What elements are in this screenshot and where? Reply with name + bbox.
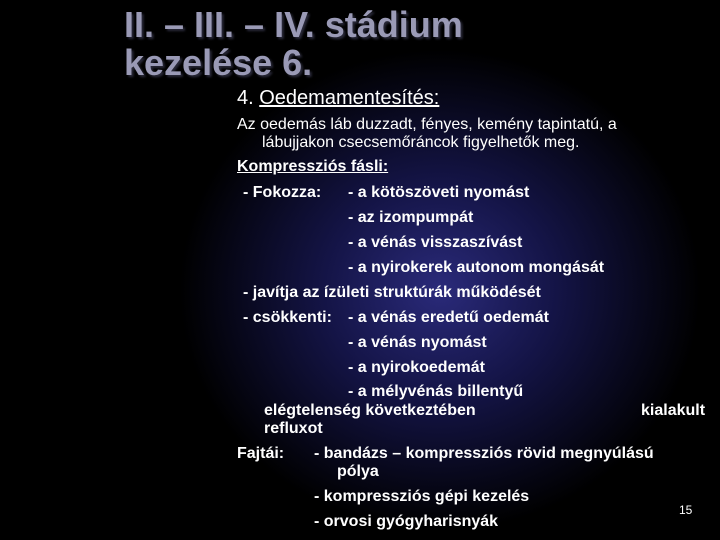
types-item-1-continuation: pólya xyxy=(337,463,379,480)
increases-item-4: - a nyirokerek autonom mongását xyxy=(348,259,605,276)
subheading xyxy=(237,86,439,110)
increases-item-3: - a vénás visszaszívást xyxy=(348,234,523,251)
reduces-continuation-line-2: refluxot xyxy=(264,420,323,437)
intro-line-1: Az oedemás láb duzzadt, fényes, kemény tapintatú, a xyxy=(237,116,617,133)
title-line-2: kezelése 6. xyxy=(124,42,313,83)
increases-item-2: - az izompumpát xyxy=(348,209,474,226)
types-item-3: - orvosi gyógyharisnyák xyxy=(314,513,499,530)
reduces-continuation-right: kialakult xyxy=(641,402,706,419)
increases-label: - Fokozza: xyxy=(243,184,322,201)
reduces-item-3: - a nyirokoedemát xyxy=(348,359,485,376)
reduces-label: - csökkenti: xyxy=(243,309,332,326)
subheading-number: 4. xyxy=(237,87,260,109)
subheading-text: Oedemamentesítés: xyxy=(259,87,440,109)
reduces-item-4: - a mélyvénás billentyű xyxy=(348,383,524,400)
increases-item-1: - a kötöszöveti nyomást xyxy=(348,184,530,201)
types-item-1: - bandázs – kompressziós rövid megnyúlású xyxy=(314,445,654,462)
reduces-continuation-left: elégtelenség következtében xyxy=(264,402,476,419)
intro-line-2: lábujjakon csecsemőráncok figyelhetők meg. xyxy=(262,134,580,151)
page-number: 15 xyxy=(679,503,693,517)
types-label: Fajtái: xyxy=(237,445,285,462)
title-line-1: II. – III. – IV. stádium xyxy=(124,4,463,45)
types-item-2: - kompressziós gépi kezelés xyxy=(314,488,530,505)
slide-title xyxy=(124,6,463,82)
improves-line: - javítja az ízületi struktúrák működését xyxy=(243,284,541,301)
compression-heading: Kompressziós fásli: xyxy=(237,158,389,175)
reduces-item-1: - a vénás eredetű oedemát xyxy=(348,309,549,326)
reduces-item-2: - a vénás nyomást xyxy=(348,334,487,351)
